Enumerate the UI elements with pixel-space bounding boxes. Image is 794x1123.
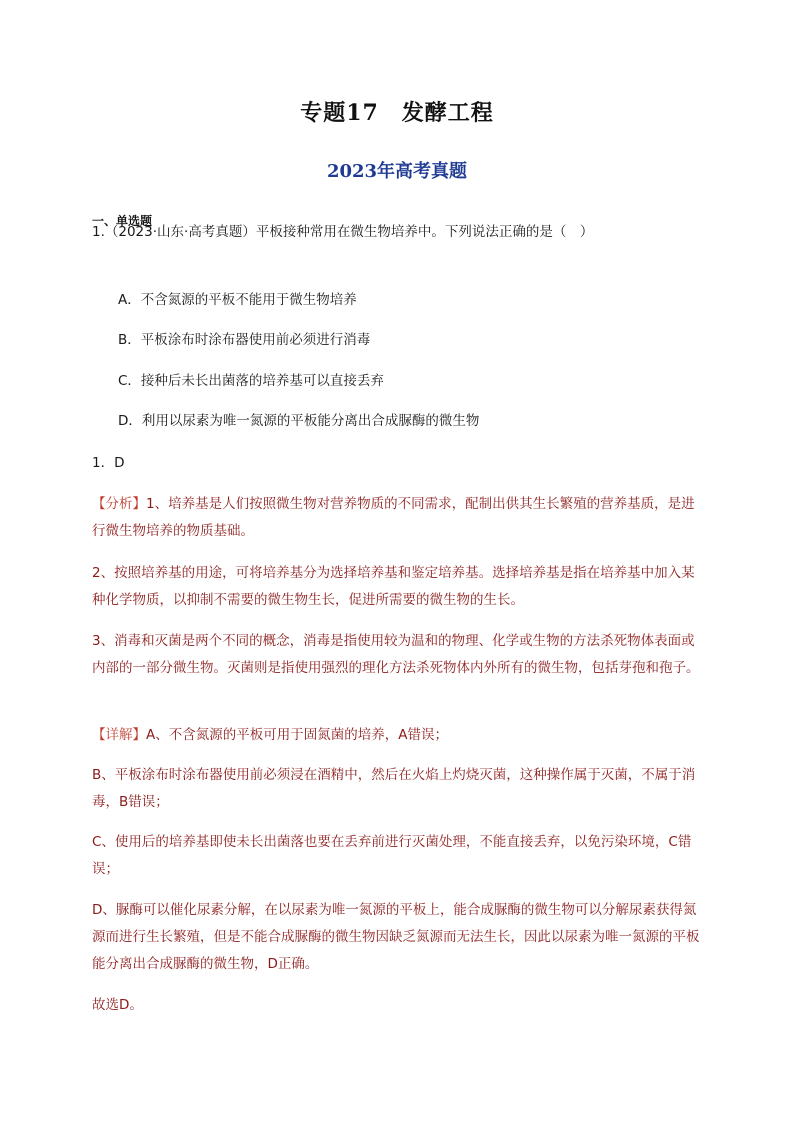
page-subtitle: 2023年高考真题 — [326, 161, 468, 182]
analysis-text-1: 1、培养基是人们按照微生物对营养物质的不同需求，配制出供其生长繁殖的营养基质，是进行微生物培养的物质基础。 — [92, 496, 695, 539]
answer: 1．D — [92, 455, 125, 471]
option-a: A．不含氮源的平板不能用于微生物培养 — [118, 292, 357, 308]
option-c: C．接种后未长出菌落的培养基可以直接丢弃 — [118, 373, 384, 389]
detail-tag: 【详解】 — [92, 727, 146, 743]
analysis-paragraph-3: 3、消毒和灭菌是两个不同的概念，消毒是指使用较为温和的物理、化学或生物的方法杀死物体表面或内部的一部分微生物。灭菌则是指使用强烈的理化方法杀死物体内外所有的微生物，包括芽孢和孢子。 — [92, 633, 700, 676]
analysis-paragraph-2: 2、按照培养基的用途，可将培养基分为选择培养基和鉴定培养基。选择培养基是指在培养基中加入某种化学物质，以抑制不需要的微生物生长，促进所需要的微生物的生长。 — [92, 565, 695, 608]
section-heading: 一、单选题 — [92, 214, 153, 228]
detail-paragraph-a — [92, 722, 704, 749]
detail-text-a: A、不含氮源的平板可用于固氮菌的培养，A错误； — [146, 727, 448, 743]
option-d: D．利用以尿素为唯一氮源的平板能分离出合成脲酶的微生物 — [118, 413, 480, 429]
page-title: 专题17 发酵工程 — [300, 100, 494, 126]
detail-conclusion: 故选D。 — [92, 997, 143, 1013]
option-b: B．平板涂布时涂布器使用前必须进行消毒 — [118, 332, 371, 348]
detail-paragraph-b: B、平板涂布时涂布器使用前必须浸在酒精中，然后在火焰上灼烧灭菌，这种操作属于灭菌，不属于消毒，B错误； — [92, 767, 696, 810]
analysis-tag: 【分析】 — [92, 496, 146, 512]
detail-paragraph-c: C、使用后的培养基即使未长出菌落也要在丢弃前进行灭菌处理，不能直接丢弃，以免污染环境，C错误； — [92, 834, 692, 877]
analysis-paragraph-1 — [92, 491, 704, 545]
detail-paragraph-d: D、脲酶可以催化尿素分解，在以尿素为唯一氮源的平板上，能合成脲酶的微生物可以分解尿素获得氮源而进行生长繁殖，但是不能合成脲酶的微生物因缺乏氮源而无法生长，因此以尿素为唯一氮源的平板能分离出合成脲酶的微生物，D正确。 — [92, 902, 700, 972]
question-stem: 1.（2023·山东·高考真题）平板接种常用在微生物培养中。下列说法正确的是（ ） — [92, 224, 594, 240]
